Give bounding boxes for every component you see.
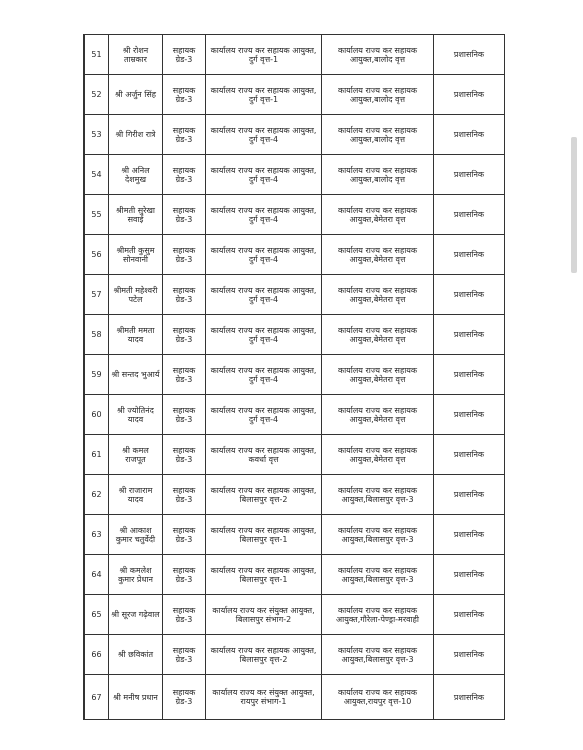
transfer-type-cell: प्रशासनिक <box>434 35 505 75</box>
designation-cell: सहायक ग्रेड-3 <box>163 395 206 435</box>
designation-cell: सहायक ग्रेड-3 <box>163 595 206 635</box>
designation-cell: सहायक ग्रेड-3 <box>163 115 206 155</box>
serial-number-cell: 66 <box>85 635 109 675</box>
transfer-type-cell: प्रशासनिक <box>434 315 505 355</box>
current-office-cell: कार्यालय राज्य कर सहायक आयुक्त, दुर्ग वृत्त-4 <box>206 355 322 395</box>
employee-name-cell: श्री छविकांत <box>109 635 163 675</box>
designation-cell: सहायक ग्रेड-3 <box>163 195 206 235</box>
current-office-cell: कार्यालय राज्य कर सहायक आयुक्त, दुर्ग वृत्त-4 <box>206 275 322 315</box>
current-office-cell: कार्यालय राज्य कर सहायक आयुक्त, दुर्ग वृत्त-1 <box>206 75 322 115</box>
designation-cell: सहायक ग्रेड-3 <box>163 355 206 395</box>
designation-cell: सहायक ग्रेड-3 <box>163 555 206 595</box>
serial-number-cell: 54 <box>85 155 109 195</box>
current-office-cell: कार्यालय राज्य कर सहायक आयुक्त, बिलासपुर वृत्त-1 <box>206 515 322 555</box>
employee-name-cell: श्री अनिल देशमुख <box>109 155 163 195</box>
transfer-office-cell: कार्यालय राज्य कर सहायक आयुक्त,बालोद वृत्त <box>322 155 434 195</box>
employee-name-cell: श्रीमती कुसुम सोनवानी <box>109 235 163 275</box>
employee-name-cell: श्री सूरज गढ़ेवाल <box>109 595 163 635</box>
serial-number-cell: 67 <box>85 675 109 720</box>
document-page <box>83 34 505 720</box>
current-office-cell: कार्यालय राज्य कर सहायक आयुक्त, दुर्ग वृत्त-4 <box>206 195 322 235</box>
table-row <box>85 675 505 720</box>
table-row <box>85 75 505 115</box>
transfer-type-cell: प्रशासनिक <box>434 235 505 275</box>
serial-number-cell: 64 <box>85 555 109 595</box>
table-row <box>85 155 505 195</box>
transfer-office-cell: कार्यालय राज्य कर सहायक आयुक्त,बालोद वृत्त <box>322 75 434 115</box>
table-row <box>85 115 505 155</box>
serial-number-cell: 51 <box>85 35 109 75</box>
current-office-cell: कार्यालय राज्य कर सहायक आयुक्त, बिलासपुर वृत्त-1 <box>206 555 322 595</box>
table-row <box>85 235 505 275</box>
serial-number-cell: 65 <box>85 595 109 635</box>
employee-name-cell: श्रीमती ममता यादव <box>109 315 163 355</box>
designation-cell: सहायक ग्रेड-3 <box>163 315 206 355</box>
designation-cell: सहायक ग्रेड-3 <box>163 515 206 555</box>
employee-name-cell: श्री अर्जुन सिंह <box>109 75 163 115</box>
transfer-office-cell: कार्यालय राज्य कर सहायक आयुक्त,बिलासपुर वृत्त-3 <box>322 555 434 595</box>
serial-number-cell: 57 <box>85 275 109 315</box>
serial-number-cell: 59 <box>85 355 109 395</box>
current-office-cell: कार्यालय राज्य कर सहायक आयुक्त, दुर्ग वृत्त-4 <box>206 235 322 275</box>
serial-number-cell: 55 <box>85 195 109 235</box>
transfer-type-cell: प्रशासनिक <box>434 395 505 435</box>
transfer-type-cell: प्रशासनिक <box>434 475 505 515</box>
designation-cell: सहायक ग्रेड-3 <box>163 235 206 275</box>
transfer-office-cell: कार्यालय राज्य कर सहायक आयुक्त,बालोद वृत्त <box>322 115 434 155</box>
table-row <box>85 635 505 675</box>
current-office-cell: कार्यालय राज्य कर सहायक आयुक्त, दुर्ग वृत्त-4 <box>206 155 322 195</box>
table-row <box>85 275 505 315</box>
current-office-cell: कार्यालय राज्य कर सहायक आयुक्त, दुर्ग वृत्त-1 <box>206 35 322 75</box>
table-row <box>85 595 505 635</box>
table-body <box>85 35 505 720</box>
serial-number-cell: 58 <box>85 315 109 355</box>
transfer-type-cell: प्रशासनिक <box>434 75 505 115</box>
current-office-cell: कार्यालय राज्य कर सहायक आयुक्त, दुर्ग वृत्त-4 <box>206 115 322 155</box>
table-row <box>85 395 505 435</box>
transfer-type-cell: प्रशासनिक <box>434 115 505 155</box>
table-row <box>85 195 505 235</box>
transfer-office-cell: कार्यालय राज्य कर सहायक आयुक्त,बेमेतरा वृत्त <box>322 235 434 275</box>
designation-cell: सहायक ग्रेड-3 <box>163 675 206 720</box>
serial-number-cell: 53 <box>85 115 109 155</box>
designation-cell: सहायक ग्रेड-3 <box>163 275 206 315</box>
transfer-office-cell: कार्यालय राज्य कर सहायक आयुक्त,बेमेतरा वृत्त <box>322 395 434 435</box>
designation-cell: सहायक ग्रेड-3 <box>163 155 206 195</box>
designation-cell: सहायक ग्रेड-3 <box>163 635 206 675</box>
page-bottom-margin <box>0 724 583 750</box>
designation-cell: सहायक ग्रेड-3 <box>163 475 206 515</box>
transfer-office-cell: कार्यालय राज्य कर सहायक आयुक्त,बिलासपुर वृत्त-3 <box>322 475 434 515</box>
transfer-table <box>84 34 505 720</box>
employee-name-cell: श्री मनीष प्रधान <box>109 675 163 720</box>
designation-cell: सहायक ग्रेड-3 <box>163 435 206 475</box>
employee-name-cell: श्रीमती महेश्वरी पटेल <box>109 275 163 315</box>
transfer-type-cell: प्रशासनिक <box>434 155 505 195</box>
transfer-office-cell: कार्यालय राज्य कर सहायक आयुक्त,गौरेला-पेण्ड्रा-मरवाही <box>322 595 434 635</box>
transfer-office-cell: कार्यालय राज्य कर सहायक आयुक्त,बेमेतरा वृत्त <box>322 435 434 475</box>
employee-name-cell: श्री राजाराम यादव <box>109 475 163 515</box>
employee-name-cell: श्रीमती सुरेखा सवाई <box>109 195 163 235</box>
transfer-type-cell: प्रशासनिक <box>434 275 505 315</box>
current-office-cell: कार्यालय राज्य कर संयुक्त आयुक्त, बिलासपुर संभाग-2 <box>206 595 322 635</box>
serial-number-cell: 61 <box>85 435 109 475</box>
employee-name-cell: श्री रोशन ताम्रकार <box>109 35 163 75</box>
transfer-office-cell: कार्यालय राज्य कर सहायक आयुक्त,रायपुर वृत्त-10 <box>322 675 434 720</box>
transfer-type-cell: प्रशासनिक <box>434 355 505 395</box>
employee-name-cell: श्री सन्तद भुआर्य <box>109 355 163 395</box>
employee-name-cell: श्री आकाश कुमार चतुर्वेदी <box>109 515 163 555</box>
employee-name-cell: श्री ज्योतिनंद यादव <box>109 395 163 435</box>
table-row <box>85 555 505 595</box>
current-office-cell: कार्यालय राज्य कर सहायक आयुक्त, बिलासपुर वृत्त-2 <box>206 635 322 675</box>
serial-number-cell: 52 <box>85 75 109 115</box>
transfer-type-cell: प्रशासनिक <box>434 635 505 675</box>
current-office-cell: कार्यालय राज्य कर सहायक आयुक्त, दुर्ग वृत्त-4 <box>206 315 322 355</box>
transfer-type-cell: प्रशासनिक <box>434 515 505 555</box>
serial-number-cell: 63 <box>85 515 109 555</box>
designation-cell: सहायक ग्रेड-3 <box>163 35 206 75</box>
vertical-scrollbar[interactable] <box>571 137 577 273</box>
transfer-type-cell: प्रशासनिक <box>434 675 505 720</box>
serial-number-cell: 56 <box>85 235 109 275</box>
current-office-cell: कार्यालय राज्य कर संयुक्त आयुक्त, रायपुर संभाग-1 <box>206 675 322 720</box>
employee-name-cell: श्री गिरीश रात्रे <box>109 115 163 155</box>
transfer-office-cell: कार्यालय राज्य कर सहायक आयुक्त,बिलासपुर वृत्त-3 <box>322 635 434 675</box>
transfer-office-cell: कार्यालय राज्य कर सहायक आयुक्त,बालोद वृत्त <box>322 35 434 75</box>
table-row <box>85 315 505 355</box>
employee-name-cell: श्री कमलेश कुमार प्रेधान <box>109 555 163 595</box>
current-office-cell: कार्यालय राज्य कर सहायक आयुक्त, कवर्धा वृत्त <box>206 435 322 475</box>
serial-number-cell: 62 <box>85 475 109 515</box>
table-row <box>85 35 505 75</box>
table-row <box>85 435 505 475</box>
designation-cell: सहायक ग्रेड-3 <box>163 75 206 115</box>
transfer-office-cell: कार्यालय राज्य कर सहायक आयुक्त,बेमेतरा वृत्त <box>322 275 434 315</box>
table-row <box>85 475 505 515</box>
transfer-office-cell: कार्यालय राज्य कर सहायक आयुक्त,बेमेतरा वृत्त <box>322 355 434 395</box>
current-office-cell: कार्यालय राज्य कर सहायक आयुक्त, दुर्ग वृत्त-4 <box>206 395 322 435</box>
table-row <box>85 355 505 395</box>
transfer-type-cell: प्रशासनिक <box>434 435 505 475</box>
transfer-type-cell: प्रशासनिक <box>434 195 505 235</box>
transfer-type-cell: प्रशासनिक <box>434 555 505 595</box>
current-office-cell: कार्यालय राज्य कर सहायक आयुक्त, बिलासपुर वृत्त-2 <box>206 475 322 515</box>
transfer-office-cell: कार्यालय राज्य कर सहायक आयुक्त,बेमेतरा वृत्त <box>322 315 434 355</box>
serial-number-cell: 60 <box>85 395 109 435</box>
transfer-office-cell: कार्यालय राज्य कर सहायक आयुक्त,बिलासपुर वृत्त-3 <box>322 515 434 555</box>
employee-name-cell: श्री कमल राजपूत <box>109 435 163 475</box>
transfer-office-cell: कार्यालय राज्य कर सहायक आयुक्त,बेमेतरा वृत्त <box>322 195 434 235</box>
transfer-type-cell: प्रशासनिक <box>434 595 505 635</box>
table-row <box>85 515 505 555</box>
